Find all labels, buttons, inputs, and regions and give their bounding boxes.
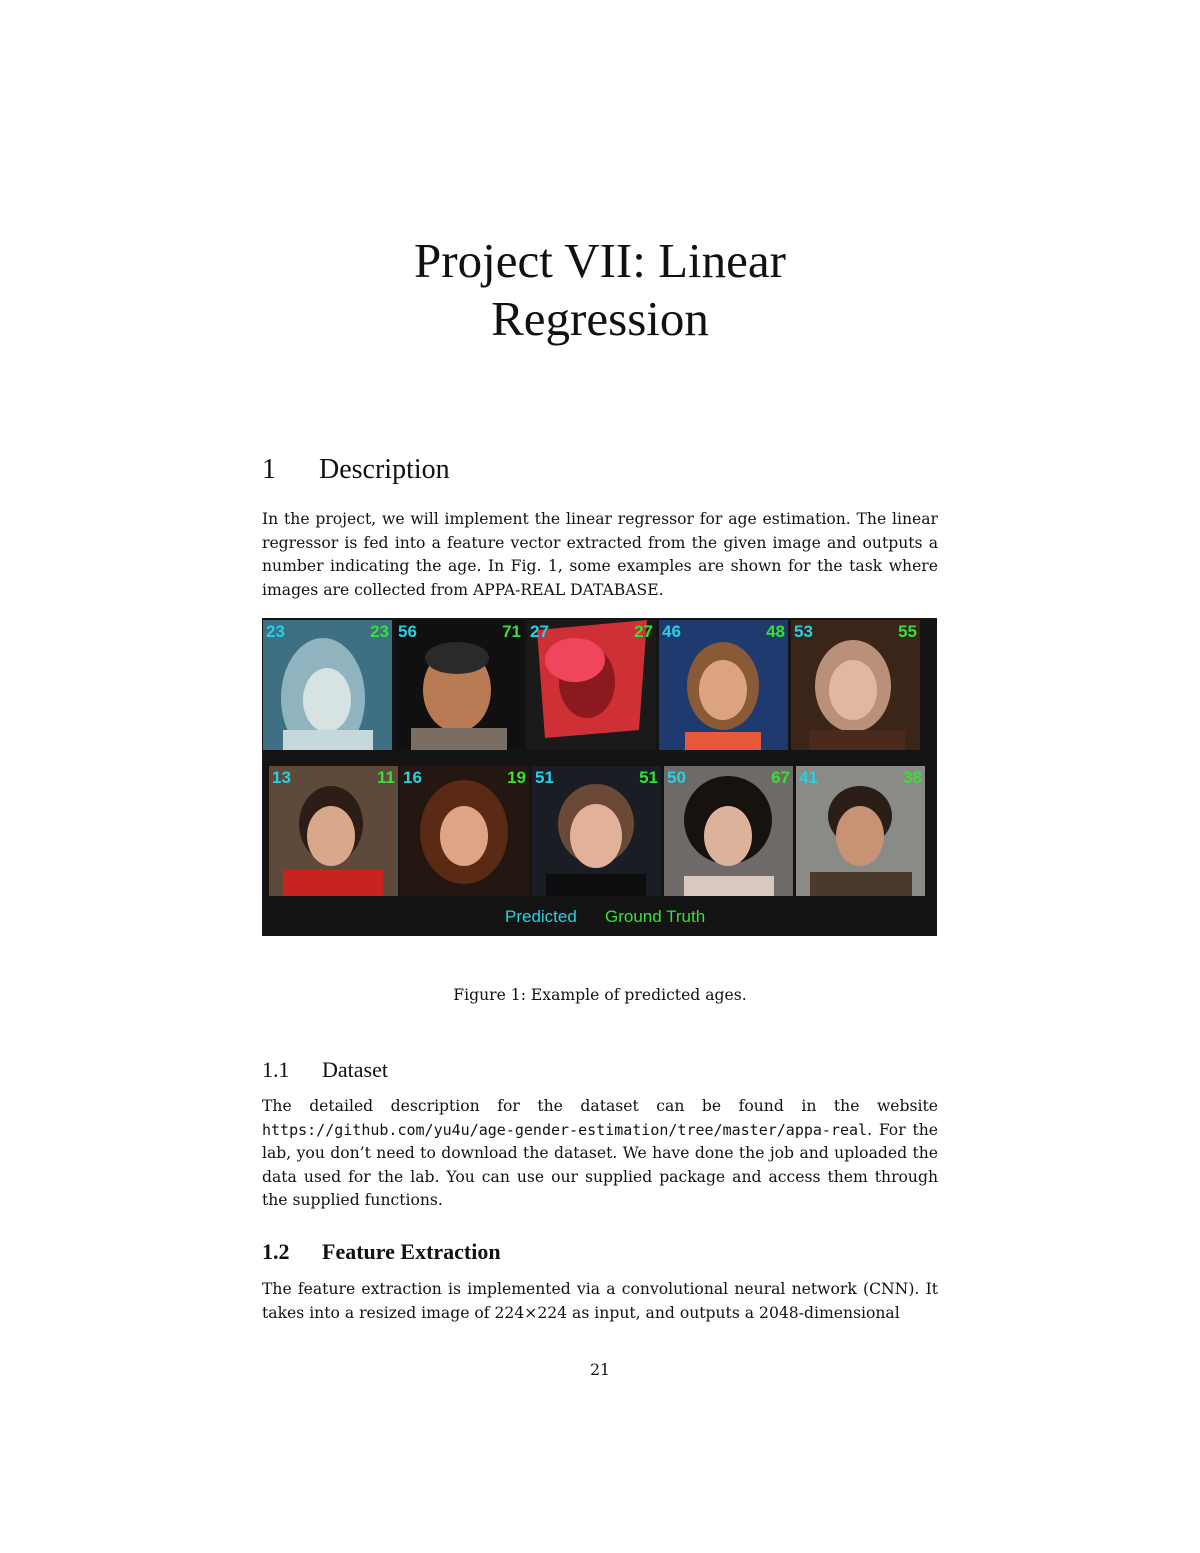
section-number: 1.1: [262, 1057, 290, 1082]
predicted-age: 50: [667, 768, 686, 787]
section-heading-description: [262, 454, 450, 486]
face-tile: [400, 766, 529, 896]
page-number: 21: [590, 1361, 610, 1379]
section-heading-feature-extraction: [262, 1239, 501, 1265]
dataset-paragraph: [262, 1095, 938, 1213]
figure-caption: Figure 1: Example of predicted ages.: [453, 986, 747, 1004]
ground-truth-age: 23: [370, 622, 389, 641]
predicted-age: 23: [266, 622, 285, 641]
predicted-age: 16: [403, 768, 422, 787]
ground-truth-age: 51: [639, 768, 658, 787]
description-paragraph: In the project, we will implement the linear regressor for age estimation. The linear regressor is fed into a feature vector extracted from the given image and outputs a number indicating the age. In Fig. 1, some examples are shown for the task where images are collected from APPA-REAL DATABASE.: [262, 510, 938, 599]
legend-predicted: Predicted: [505, 907, 577, 926]
figure-predicted-ages: [262, 618, 937, 936]
face-tile: [791, 620, 920, 750]
ground-truth-age: 38: [903, 768, 922, 787]
ground-truth-age: 67: [771, 768, 790, 787]
predicted-age: 53: [794, 622, 813, 641]
face-tile: [664, 766, 793, 896]
predicted-age: 46: [662, 622, 681, 641]
face-tile: [532, 766, 661, 896]
predicted-age: 27: [530, 622, 549, 641]
face-tile: [269, 766, 398, 896]
section-heading-dataset: [262, 1057, 388, 1083]
predicted-age: 13: [272, 768, 291, 787]
title-line-2: Regression: [491, 291, 709, 346]
ground-truth-age: 27: [634, 622, 653, 641]
dataset-text-end: . For the lab, you don’t need to download the dataset. We have done the job and uploaded the data used for the lab. You can use our supplied package and access them through the supplied functions.: [262, 1120, 938, 1210]
face-tile: [527, 620, 656, 750]
face-tile: [796, 766, 925, 896]
section-number: 1: [262, 454, 276, 485]
section-number: 1.2: [262, 1239, 290, 1264]
predicted-age: 56: [398, 622, 417, 641]
section-title: Dataset: [322, 1057, 388, 1082]
dataset-text-start: The detailed description for the dataset can be found in the website: [262, 1097, 938, 1115]
ground-truth-age: 71: [502, 622, 521, 641]
face-tile: [659, 620, 788, 750]
dataset-url-link[interactable]: https://github.com/yu4u/age-gender-estimation/tree/master/appa-real: [262, 1120, 868, 1139]
ground-truth-age: 19: [507, 768, 526, 787]
face-tile: [395, 620, 524, 750]
ground-truth-age: 55: [898, 622, 917, 641]
predicted-age: 41: [799, 768, 818, 787]
ground-truth-age: 11: [377, 768, 395, 787]
document-title: [0, 232, 1200, 348]
feature-extraction-paragraph: The feature extraction is implemented via a convolutional neural network (CNN). It takes into a resized image of 224×224 as input, and outputs a 2048-dimensional: [262, 1280, 938, 1322]
face-tile: [263, 620, 392, 750]
section-title: Feature Extraction: [322, 1239, 501, 1264]
ground-truth-age: 48: [766, 622, 785, 641]
predicted-age: 51: [535, 768, 554, 787]
section-title: Description: [319, 454, 450, 485]
legend-ground-truth: Ground Truth: [605, 907, 706, 926]
title-line-1: Project VII: Linear: [414, 233, 786, 288]
